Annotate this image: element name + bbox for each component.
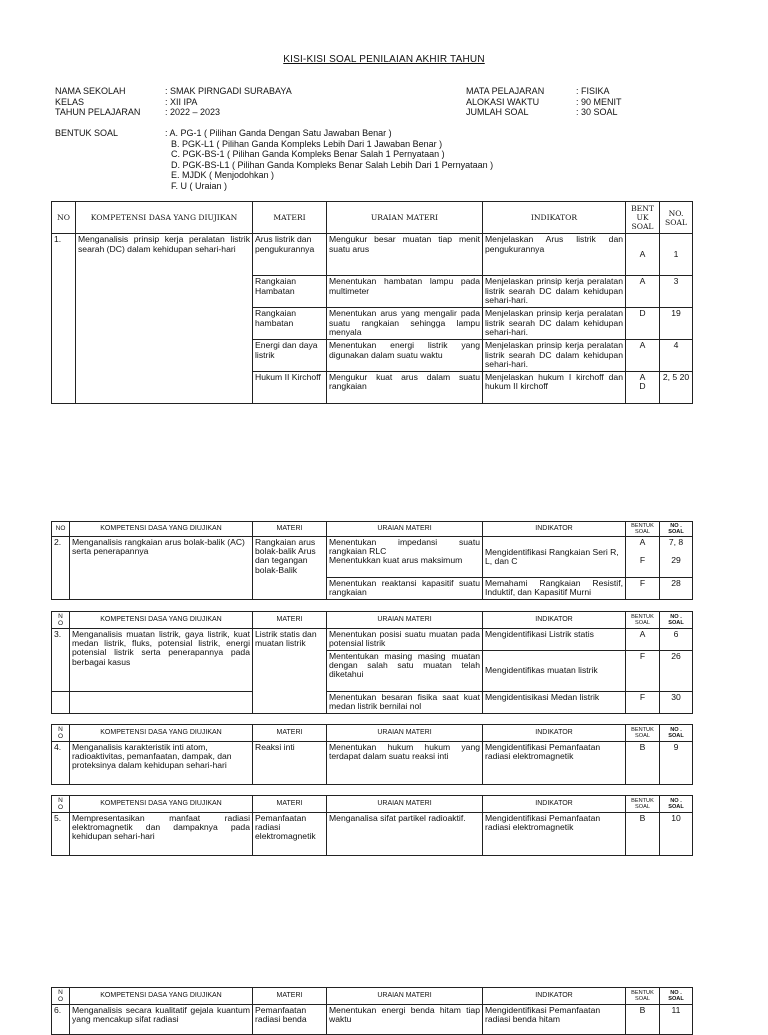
header-bentuk: BENTUK SOAL bbox=[626, 612, 660, 629]
bentuk-value: F bbox=[639, 555, 646, 566]
header-materi: MATERI bbox=[253, 612, 327, 629]
subject-info bbox=[466, 86, 622, 118]
competency-cell: Menganalisis muatan listrik, gaya listrik, kuat medan listrik, fluks, potensial listrik, energi potensial listrik serta penerapannya pada berbagai kasus bbox=[70, 629, 253, 692]
header-kd: KOMPETENSI DASA YANG DIUJIKAN bbox=[70, 612, 253, 629]
indikator-cell: Memahami Rangkaian Resistif, Induktif, dan Kapasitif Murni bbox=[483, 578, 626, 600]
question-type-item: : A. PG-1 ( Pilihan Ganda Dengan Satu Jawaban Benar ) bbox=[165, 128, 392, 138]
info-row bbox=[466, 107, 622, 118]
nosoal-value: 1 bbox=[673, 248, 679, 259]
question-type-item: C. PGK-BS-1 ( Pilihan Ganda Kompleks Benar Salah 1 Pernyataan ) bbox=[171, 149, 445, 160]
header-bentuk: BENTUK SOAL bbox=[626, 725, 660, 742]
indikator-cell: Menjelaskan Arus listrik dan pengukurannya bbox=[483, 234, 626, 276]
bentuk-cell: A bbox=[626, 340, 660, 372]
nosoal-cell: 2, 5 20 bbox=[660, 371, 693, 403]
info-row bbox=[466, 86, 622, 97]
competency-cell: Menganalisis karakteristik inti atom, radioaktivitas, pemanfaatan, dampak, dan proteksinya dalam kehidupan sehari-hari bbox=[70, 742, 253, 785]
info-value: : SMAK PIRNGADI SURABAYA bbox=[165, 86, 292, 96]
header-nosoal: NO . SOAL bbox=[660, 988, 693, 1005]
uraian-cell: Menentukan hukum hukum yang terdapat dalam suatu reaksi inti bbox=[327, 742, 483, 785]
header-no: N O bbox=[52, 612, 70, 629]
bentuk-cell: F bbox=[626, 692, 660, 714]
header-bentuk: BENTUK SOAL bbox=[626, 796, 660, 813]
nosoal-cell bbox=[660, 537, 693, 578]
header-no: NO bbox=[52, 522, 70, 537]
indikator-cell bbox=[483, 537, 626, 578]
header-uraian: URAIAN MATERI bbox=[327, 522, 483, 537]
header-materi: MATERI bbox=[253, 202, 327, 234]
header-kd: KOMPETENSI DASA YANG DIUJIKAN bbox=[70, 796, 253, 813]
header-nosoal: NO. SOAL bbox=[660, 202, 693, 234]
materi-cell: Listrik statis dan muatan listrik bbox=[253, 629, 327, 714]
materi-cell: Hukum II Kirchoff bbox=[253, 371, 327, 403]
header-kd: KOMPETENSI DASA YANG DIUJIKAN bbox=[70, 522, 253, 537]
nosoal-cell: 28 bbox=[660, 578, 693, 600]
nosoal-cell: 30 bbox=[660, 692, 693, 714]
grid-table-3 bbox=[51, 611, 693, 714]
indikator-cell: Menjelaskan prinsip kerja peralatan listrik searah DC dalam kehidupan sehari-hari. bbox=[483, 308, 626, 340]
competency-cell: Mempresentasikan manfaat radiasi elektromagnetik dan dampaknya pada kehidupan sehari-hari bbox=[70, 813, 253, 856]
grid-table-1 bbox=[51, 201, 693, 404]
table-header-row bbox=[52, 522, 693, 537]
grid-table-4 bbox=[51, 724, 693, 785]
uraian-cell: Menentukan besaran fisika saat kuat medan listrik bernilai nol bbox=[327, 692, 483, 714]
table-row bbox=[52, 692, 693, 714]
bentuk-cell bbox=[626, 234, 660, 276]
indikator-cell: Menjelaskan prinsip kerja peralatan listrik searah DC dalam kehidupan sehari-hari. bbox=[483, 340, 626, 372]
header-nosoal: NO . SOAL bbox=[660, 796, 693, 813]
header-bentuk: BENTUK SOAL bbox=[626, 522, 660, 537]
bentuk-cell: A bbox=[626, 629, 660, 651]
question-type-row bbox=[55, 128, 695, 139]
header-nosoal: NO . SOAL bbox=[660, 612, 693, 629]
nosoal-cell: 9 bbox=[660, 742, 693, 785]
info-label: TAHUN PELAJARAN bbox=[55, 107, 141, 118]
table-header-row bbox=[52, 202, 693, 234]
nosoal-cell: 26 bbox=[660, 651, 693, 692]
nosoal-cell: 4 bbox=[660, 340, 693, 372]
row-number: 6. bbox=[52, 1005, 70, 1035]
header-materi: MATERI bbox=[253, 522, 327, 537]
question-types-label: BENTUK SOAL bbox=[55, 128, 119, 138]
question-type-item: F. U ( Uraian ) bbox=[171, 180, 228, 191]
uraian-cell: Menganalisa sifat partikel radioaktif. bbox=[327, 813, 483, 856]
uraian-text: Menentukan impedansi suatu rangkaian RLC bbox=[329, 537, 480, 557]
materi-cell: Arus listrik dan pengukurannya bbox=[253, 234, 327, 276]
uraian-text: Menentukkan kuat arus maksimum bbox=[329, 555, 463, 566]
bentuk-cell: A D bbox=[626, 371, 660, 403]
bentuk-cell bbox=[626, 537, 660, 578]
school-info bbox=[55, 86, 292, 118]
table-header-row bbox=[52, 612, 693, 629]
header-no: N O bbox=[52, 988, 70, 1005]
uraian-cell: Menentukan reaktansi kapasitif suatu rangkaian bbox=[327, 578, 483, 600]
bentuk-cell: B bbox=[626, 742, 660, 785]
header-nosoal: NO . SOAL bbox=[660, 725, 693, 742]
header-indikator: INDIKATOR bbox=[483, 522, 626, 537]
header-uraian: URAIAN MATERI bbox=[327, 988, 483, 1005]
header-indikator: INDIKATOR bbox=[483, 988, 626, 1005]
grid-table-5 bbox=[51, 795, 693, 856]
materi-cell: Pemanfaatan radiasi elektromagnetik bbox=[253, 813, 327, 856]
competency-cell: Menganalisis secara kualitatif gejala kuantum yang mencakup sifat radiasi bbox=[70, 1005, 253, 1035]
uraian-cell bbox=[327, 537, 483, 578]
indikator-cell bbox=[483, 651, 626, 692]
table-row bbox=[52, 813, 693, 856]
indikator-cell: Mengidentisikasi Medan listrik bbox=[483, 692, 626, 714]
grid-table-2 bbox=[51, 521, 693, 600]
indikator-text: Mengidentifikas muatan listrik bbox=[485, 665, 598, 676]
bentuk-cell: D bbox=[626, 308, 660, 340]
header-indikator: INDIKATOR bbox=[483, 612, 626, 629]
header-indikator: INDIKATOR bbox=[483, 725, 626, 742]
nosoal-cell: 10 bbox=[660, 813, 693, 856]
indikator-cell: Mengidentifikasi Pemanfaatan radiasi elektromagnetik bbox=[483, 742, 626, 785]
bentuk-cell: A bbox=[626, 276, 660, 308]
header-kd: KOMPETENSI DASA YANG DIUJIKAN bbox=[70, 725, 253, 742]
competency-cell: Menganalisis prinsip kerja peralatan listrik searah (DC) dalam kehidupan sehari-hari bbox=[76, 234, 253, 404]
materi-cell: Rangkaian Hambatan bbox=[253, 276, 327, 308]
info-row bbox=[466, 97, 622, 108]
uraian-cell: Menentukan energi benda hitam tiap waktu bbox=[327, 1005, 483, 1035]
uraian-cell: Menentukan arus yang mengalir pada suatu rangkaian sehingga lampu menyala bbox=[327, 308, 483, 340]
row-number: 5. bbox=[52, 813, 70, 856]
table-header-row bbox=[52, 796, 693, 813]
uraian-cell: Mengukur besar muatan tiap menit suatu arus bbox=[327, 234, 483, 276]
header-indikator: INDIKATOR bbox=[483, 796, 626, 813]
header-no: N O bbox=[52, 796, 70, 813]
nosoal-cell: 6 bbox=[660, 629, 693, 651]
question-type-item: E. MJDK ( Menjodohkan ) bbox=[171, 170, 275, 181]
uraian-cell: Menentukan energi listrik yang digunakan dalam suatu waktu bbox=[327, 340, 483, 372]
header-materi: MATERI bbox=[253, 988, 327, 1005]
info-label: ALOKASI WAKTU bbox=[466, 96, 540, 107]
info-value: : XII IPA bbox=[165, 96, 198, 107]
header-no: N O bbox=[52, 725, 70, 742]
header-uraian: URAIAN MATERI bbox=[327, 796, 483, 813]
info-label: JUMLAH SOAL bbox=[466, 107, 529, 118]
table-row bbox=[52, 742, 693, 785]
bentuk-value: A bbox=[639, 248, 646, 259]
empty-cell bbox=[70, 692, 253, 714]
table-row bbox=[52, 234, 693, 276]
row-number: 1. bbox=[52, 234, 76, 404]
info-value: : 90 MENIT bbox=[576, 96, 622, 107]
header-no: NO bbox=[52, 202, 76, 234]
empty-cell bbox=[52, 692, 70, 714]
materi-cell: Pemanfaatan radiasi benda bbox=[253, 1005, 327, 1035]
materi-cell: Rangkaian arus bolak-balik Arus dan tegangan bolak-Balik bbox=[253, 537, 327, 600]
header-indikator: INDIKATOR bbox=[483, 202, 626, 234]
document-title: KISI-KISI SOAL PENILAIAN AKHIR TAHUN bbox=[283, 54, 485, 65]
header-bentuk: BENTUK SOAL bbox=[626, 988, 660, 1005]
nosoal-cell: 3 bbox=[660, 276, 693, 308]
indikator-cell: Mengidentifikasi Listrik statis bbox=[483, 629, 626, 651]
question-type-item: D. PGK-BS-L1 ( Pilihan Ganda Kompleks Benar Salah Lebih Dari 1 Pernyataan ) bbox=[171, 159, 494, 170]
bentuk-cell: B bbox=[626, 813, 660, 856]
info-value: : 2022 – 2023 bbox=[165, 107, 221, 118]
table-row bbox=[52, 629, 693, 651]
nosoal-value: 29 bbox=[671, 555, 681, 566]
info-label: MATA PELAJARAN bbox=[466, 86, 545, 96]
table-row bbox=[52, 1005, 693, 1035]
row-number: 2. bbox=[52, 537, 70, 600]
table-header-row bbox=[52, 725, 693, 742]
bentuk-cell: B bbox=[626, 1005, 660, 1035]
uraian-cell: Menentukan hambatan lampu pada multimeter bbox=[327, 276, 483, 308]
row-number: 3. bbox=[52, 629, 70, 692]
header-uraian: URAIAN MATERI bbox=[327, 202, 483, 234]
uraian-cell: Menentukan posisi suatu muatan pada potensial listrik bbox=[327, 629, 483, 651]
header-materi: MATERI bbox=[253, 725, 327, 742]
materi-cell: Reaksi inti bbox=[253, 742, 327, 785]
indikator-text: Mengidentifikasi Rangkaian Seri R, L, dan C bbox=[485, 546, 619, 566]
header-uraian: URAIAN MATERI bbox=[327, 612, 483, 629]
bentuk-cell: F bbox=[626, 578, 660, 600]
uraian-cell: Mengukur kuat arus dalam suatu rangkaian bbox=[327, 371, 483, 403]
info-value: : 30 SOAL bbox=[576, 107, 618, 118]
nosoal-value: 7, 8 bbox=[668, 537, 684, 547]
nosoal-cell: 11 bbox=[660, 1005, 693, 1035]
bentuk-value: A bbox=[639, 537, 646, 547]
info-row bbox=[55, 86, 292, 97]
info-row bbox=[55, 97, 292, 108]
question-type-item: B. PGK-L1 ( Pilihan Ganda Kompleks Lebih Dari 1 Jawaban Benar ) bbox=[171, 138, 443, 149]
info-label: KELAS bbox=[55, 96, 85, 107]
info-value: : FISIKA bbox=[576, 86, 610, 96]
indikator-cell: Mengidentifikasi Pemanfaatan radiasi benda hitam bbox=[483, 1005, 626, 1035]
info-label: NAMA SEKOLAH bbox=[55, 86, 126, 96]
indikator-cell: Menjelaskan hukum I kirchoff dan hukum II kirchoff bbox=[483, 371, 626, 403]
info-row bbox=[55, 107, 292, 118]
header-nosoal: NO . SOAL bbox=[660, 522, 693, 537]
nosoal-cell: 19 bbox=[660, 308, 693, 340]
question-types bbox=[55, 128, 695, 192]
uraian-cell: Mententukan masing masing muatan dengan salah satu muatan telah diketahui bbox=[327, 651, 483, 692]
header-kd: KOMPETENSI DASA YANG DIUJIKAN bbox=[76, 202, 253, 234]
row-number: 4. bbox=[52, 742, 70, 785]
indikator-cell: Menjelaskan prinsip kerja peralatan listrik searah DC dalam kehidupan sehari-hari. bbox=[483, 276, 626, 308]
table-header-row bbox=[52, 988, 693, 1005]
nosoal-cell bbox=[660, 234, 693, 276]
materi-cell: Energi dan daya listrik bbox=[253, 340, 327, 372]
header-kd: KOMPETENSI DASA YANG DIUJIKAN bbox=[70, 988, 253, 1005]
bentuk-cell: F bbox=[626, 651, 660, 692]
header-bentuk: BENT UK SOAL bbox=[626, 202, 660, 234]
materi-cell: Rangkaian hambatan bbox=[253, 308, 327, 340]
indikator-cell: Mengidentifikasi Pemanfaatan radiasi elektromagnetik bbox=[483, 813, 626, 856]
table-row bbox=[52, 537, 693, 578]
grid-table-6 bbox=[51, 987, 693, 1035]
competency-cell: Menganalisis rangkaian arus bolak-balik (AC) serta penerapannya bbox=[70, 537, 253, 600]
header-materi: MATERI bbox=[253, 796, 327, 813]
header-uraian: URAIAN MATERI bbox=[327, 725, 483, 742]
